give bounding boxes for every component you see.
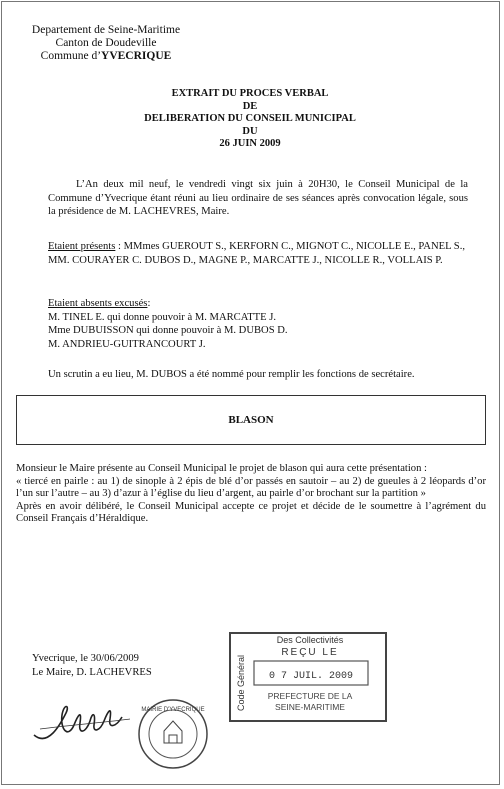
absents-block: [48, 297, 468, 351]
stamp-line-5: SEINE-MARITIME: [275, 702, 345, 712]
signature-block: [32, 652, 232, 680]
header-commune: [16, 50, 196, 63]
absents-heading: [48, 297, 468, 311]
absents-label: Etaient absents excusés: [48, 298, 148, 309]
stamp-line-4: PREFECTURE DE LA: [267, 691, 353, 701]
title-line-1: EXTRAIT DU PROCES VERBAL: [171, 88, 329, 99]
absent-line: M. TINEL E. qui donne pouvoir à M. MARCATTE J.: [48, 311, 277, 323]
document-header: [16, 24, 196, 63]
section-title: BLASON: [228, 414, 274, 426]
presents-paragraph: [48, 240, 468, 267]
stamp-side-text: Code Général: [236, 654, 246, 711]
title-line-3: DELIBERATION DU CONSEIL MUNICIPAL: [144, 113, 356, 124]
title-line-5: 26 JUIN 2009: [219, 138, 281, 149]
place-date: Yvecrique, le 30/06/2009: [32, 653, 139, 664]
header-canton: Canton de Doudeville: [55, 37, 157, 49]
header-department: Departement de Seine-Maritime: [31, 24, 181, 36]
seal-text: MAIRIE D'YVECRIQUE: [141, 707, 205, 713]
document-title: [100, 88, 400, 151]
absents-label-suffix: :: [147, 298, 151, 309]
reception-stamp: [228, 631, 388, 723]
header-commune-name: YVECRIQUE: [101, 50, 172, 62]
handwritten-signature: [30, 695, 150, 750]
title-line-4: DU: [242, 125, 258, 137]
presents-text: : MMmes GUEROUT S., KERFORN C., MIGNOT C., NICOLLE E., PANEL S., MM. COURAYER C. DUBOS D., MAGNE P., MARCATTE J., NICOLLE R., VOLLAIS P.: [48, 241, 465, 266]
mairie-seal: [136, 697, 210, 771]
absent-line: M. ANDRIEU-GUITRANCOURT J.: [48, 338, 206, 350]
absent-line: Mme DUBUISSON qui donne pouvoir à M. DUBOS D.: [48, 325, 288, 336]
stamp-date: 0 7 JUIL. 2009: [268, 671, 354, 682]
title-line-2: DE: [242, 100, 258, 112]
body-paragraph-3: Après en avoir délibéré, le Conseil Municipal accepte ce projet et décide de le soumettre à l’agrément du Conseil Français d’Héraldique.: [16, 500, 486, 524]
body-paragraph-2: « tiercé en pairle : au 1) de sinople à 2 épis de blé d’or passés en sautoir – au 2) de gueules à 2 léopards d’or l’un sur l’autre – au 3) d’azur à l’église du lieu d’argent, au pairle d’or brochant sur la partition »: [16, 475, 486, 499]
stamp-line-2: REÇU LE: [281, 647, 339, 658]
header-commune-prefix: Commune d’: [40, 50, 102, 62]
stamp-line-1: Des Collectivités: [276, 635, 344, 645]
mayor-name: Le Maire, D. LACHEVRES: [32, 667, 152, 678]
body-paragraph-1: Monsieur le Maire présente au Conseil Municipal le projet de blason qui aura cette présentation :: [16, 463, 427, 474]
intro-paragraph: L’An deux mil neuf, le vendredi vingt six juin à 20H30, le Conseil Municipal de la Commune d’Yvecrique étant réuni au lieu ordinaire de ses séances après convocation légale, sous la présidence de M. LACHEVRES, Maire.: [48, 179, 468, 217]
secretary-paragraph: Un scrutin a eu lieu, M. DUBOS a été nommé pour remplir les fonctions de secrétaire.: [48, 369, 415, 380]
presents-label: Etaient présents: [48, 241, 116, 252]
deliberation-body: [16, 463, 486, 526]
